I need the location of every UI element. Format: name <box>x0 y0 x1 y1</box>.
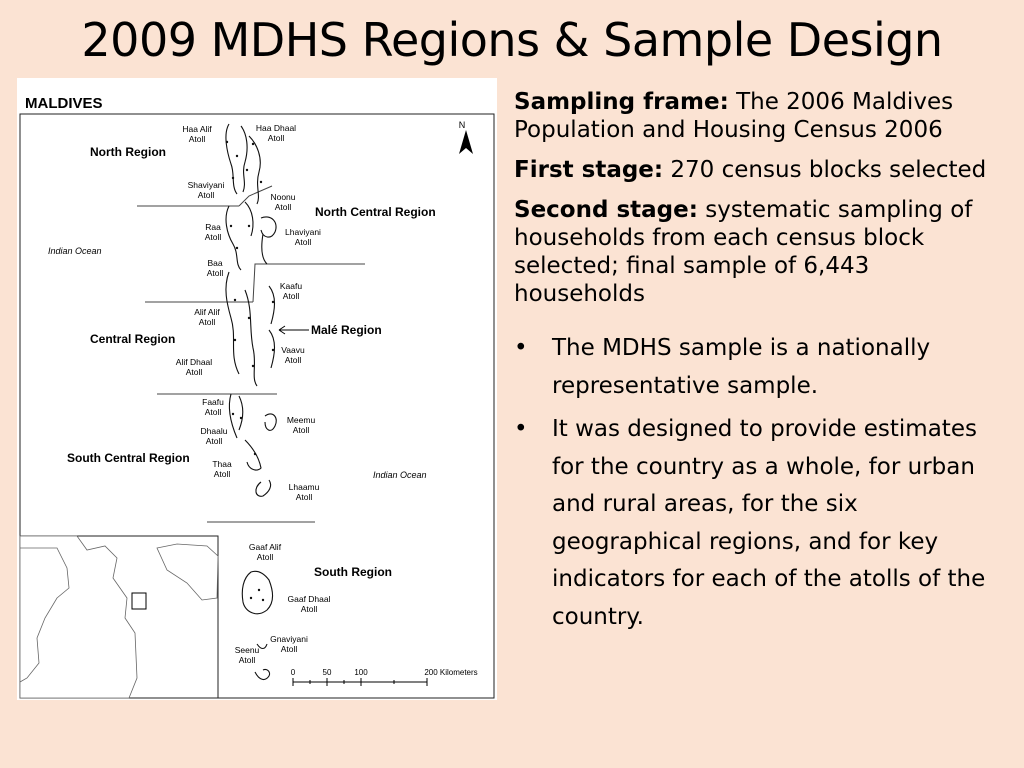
label-haa-alif: Haa Alif Atoll <box>182 124 212 144</box>
list-item <box>514 411 1004 636</box>
content-panel <box>514 88 1004 642</box>
label-lhaamu: Lhaamu Atoll <box>288 482 320 502</box>
label-kaafu: Kaafu Atoll <box>279 281 303 301</box>
label-north-region: North Region <box>90 145 166 159</box>
sampling-frame-label: Sampling frame: <box>514 89 729 115</box>
label-gaaf-alif: Gaaf Alif Atoll <box>248 542 282 562</box>
label-thaa: Thaa Atoll <box>212 459 232 479</box>
scale-tick-200: 200 Kilometers <box>424 668 478 677</box>
second-stage <box>514 196 1004 308</box>
maldives-map <box>17 78 497 700</box>
map-heading: MALDIVES <box>25 95 103 112</box>
label-faafu: Faafu Atoll <box>202 397 224 417</box>
label-seenu: Seenu Atoll <box>234 645 260 665</box>
label-raa: Raa Atoll <box>204 222 222 242</box>
sampling-frame <box>514 88 1004 144</box>
label-ocean-right: Indian Ocean <box>373 470 427 480</box>
label-noonu: Noonu Atoll <box>270 192 296 212</box>
label-dhaalu: Dhaalu Atoll <box>200 426 228 446</box>
list-item <box>514 330 1004 405</box>
first-stage-text: 270 census blocks selected <box>663 157 987 183</box>
label-alif-alif: Alif Alif Atoll <box>194 307 220 327</box>
sampling-frame-text: The 2006 Maldives Population and Housing Census 2006 <box>514 89 954 143</box>
label-vaavu: Vaavu Atoll <box>281 345 305 365</box>
label-south-region: South Region <box>314 565 392 579</box>
label-gnaviyani: Gnaviyani Atoll <box>270 634 308 654</box>
slide-title: 2009 MDHS Regions & Sample Design <box>81 13 943 67</box>
bullet-icon: • <box>514 416 528 442</box>
label-alif-dhaal: Alif Dhaal Atoll <box>175 357 213 377</box>
scale-tick-100: 100 <box>354 668 368 677</box>
label-gaaf-dhaal: Gaaf Dhaal Atoll <box>287 594 331 614</box>
second-stage-text: systematic sampling of households from each census block selected; final sample of 6,443 households <box>514 197 973 307</box>
label-haa-dhaal: Haa Dhaal Atoll <box>255 123 297 143</box>
label-north-central-region: North Central Region <box>315 205 436 219</box>
label-male-region: Malé Region <box>311 323 382 337</box>
bullet-list <box>514 330 1004 636</box>
bullet-text: It was designed to provide estimates for the country as a whole, for urban and rural areas, for the six geographical regions, and for key indicators for each of the atolls of the country. <box>552 416 986 630</box>
scale-tick-50: 50 <box>322 668 332 677</box>
label-south-central-region: South Central Region <box>67 451 190 465</box>
label-shaviyani: Shaviyani Atoll <box>187 180 225 200</box>
north-arrow-label: N <box>458 120 466 130</box>
label-lhaviyani: Lhaviyani Atoll <box>285 227 321 247</box>
bullet-icon: • <box>514 335 528 361</box>
scale-tick-0: 0 <box>290 668 296 677</box>
label-ocean-left: Indian Ocean <box>48 246 102 256</box>
bullet-text: The MDHS sample is a nationally representative sample. <box>552 335 931 399</box>
first-stage-label: First stage: <box>514 157 664 183</box>
first-stage <box>514 156 1004 184</box>
label-baa: Baa Atoll <box>206 258 224 278</box>
label-meemu: Meemu Atoll <box>286 415 316 435</box>
second-stage-label: Second stage: <box>514 197 698 223</box>
label-central-region: Central Region <box>90 332 176 346</box>
